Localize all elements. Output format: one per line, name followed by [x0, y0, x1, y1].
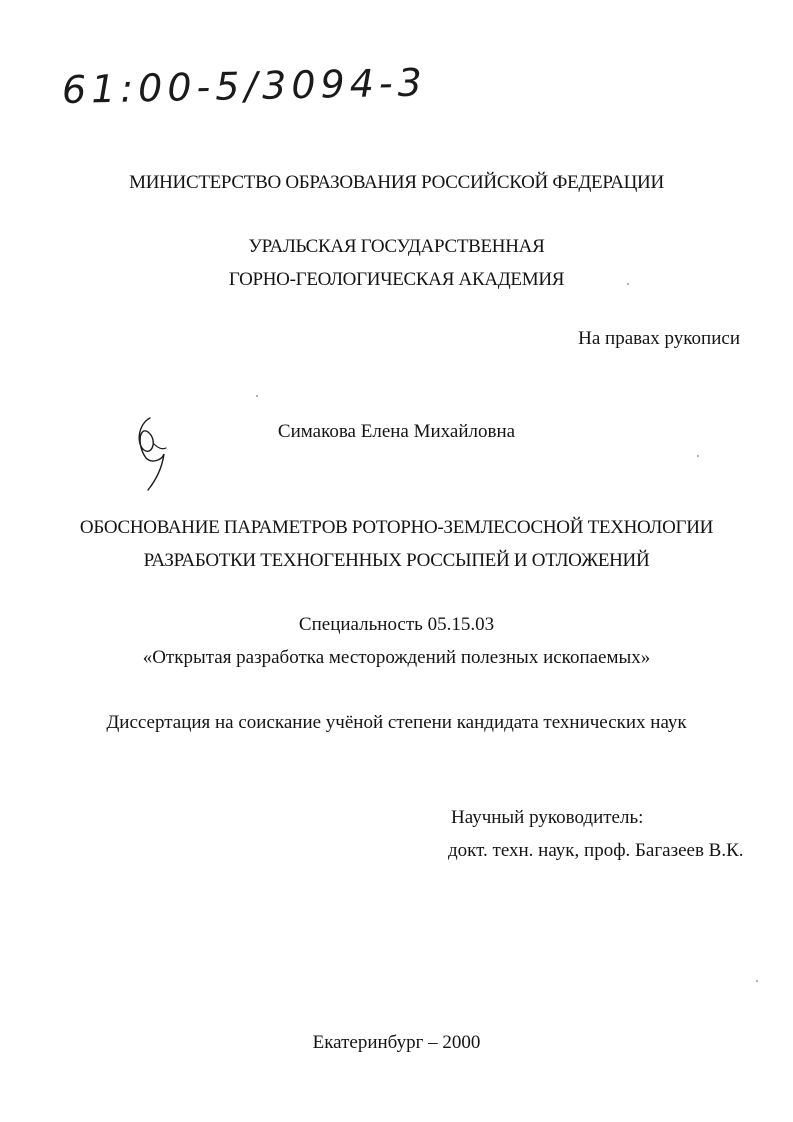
- handwritten-shelfmark: 61:00-5/3094-3: [61, 60, 428, 112]
- scan-speck: [697, 455, 699, 457]
- scan-speck: [756, 980, 758, 982]
- academy-name-line-2: ГОРНО-ГЕОЛОГИЧЕСКАЯ АКАДЕМИЯ: [228, 269, 565, 290]
- scan-speck: [627, 283, 629, 285]
- degree-statement: Диссертация на соискание учёной степени кандидата технических наук: [106, 712, 687, 733]
- thesis-title-line-2: РАЗРАБОТКИ ТЕХНОГЕННЫХ РОССЫПЕЙ И ОТЛОЖЕНИЙ: [143, 550, 650, 571]
- manuscript-rights-note: На правах рукописи: [578, 328, 740, 349]
- specialty-code: Специальность 05.15.03: [298, 614, 495, 635]
- supervisor-name: докт. техн. наук, проф. Багазеев В.К.: [448, 840, 744, 861]
- scan-speck: [256, 395, 258, 397]
- specialty-name: «Открытая разработка месторождений полезных ископаемых»: [142, 647, 651, 668]
- supervisor-label: Научный руководитель:: [451, 807, 644, 828]
- thesis-title-line-1: ОБОСНОВАНИЕ ПАРАМЕТРОВ РОТОРНО-ЗЕМЛЕСОСНОЙ ТЕХНОЛОГИИ: [79, 517, 714, 538]
- city-and-year: Екатеринбург – 2000: [312, 1032, 481, 1053]
- author-name: Симакова Елена Михайловна: [277, 421, 516, 442]
- ministry-heading: МИНИСТЕРСТВО ОБРАЗОВАНИЯ РОССИЙСКОЙ ФЕДЕРАЦИИ: [129, 172, 664, 193]
- academy-name-line-1: УРАЛЬСКАЯ ГОСУДАРСТВЕННАЯ: [248, 236, 545, 257]
